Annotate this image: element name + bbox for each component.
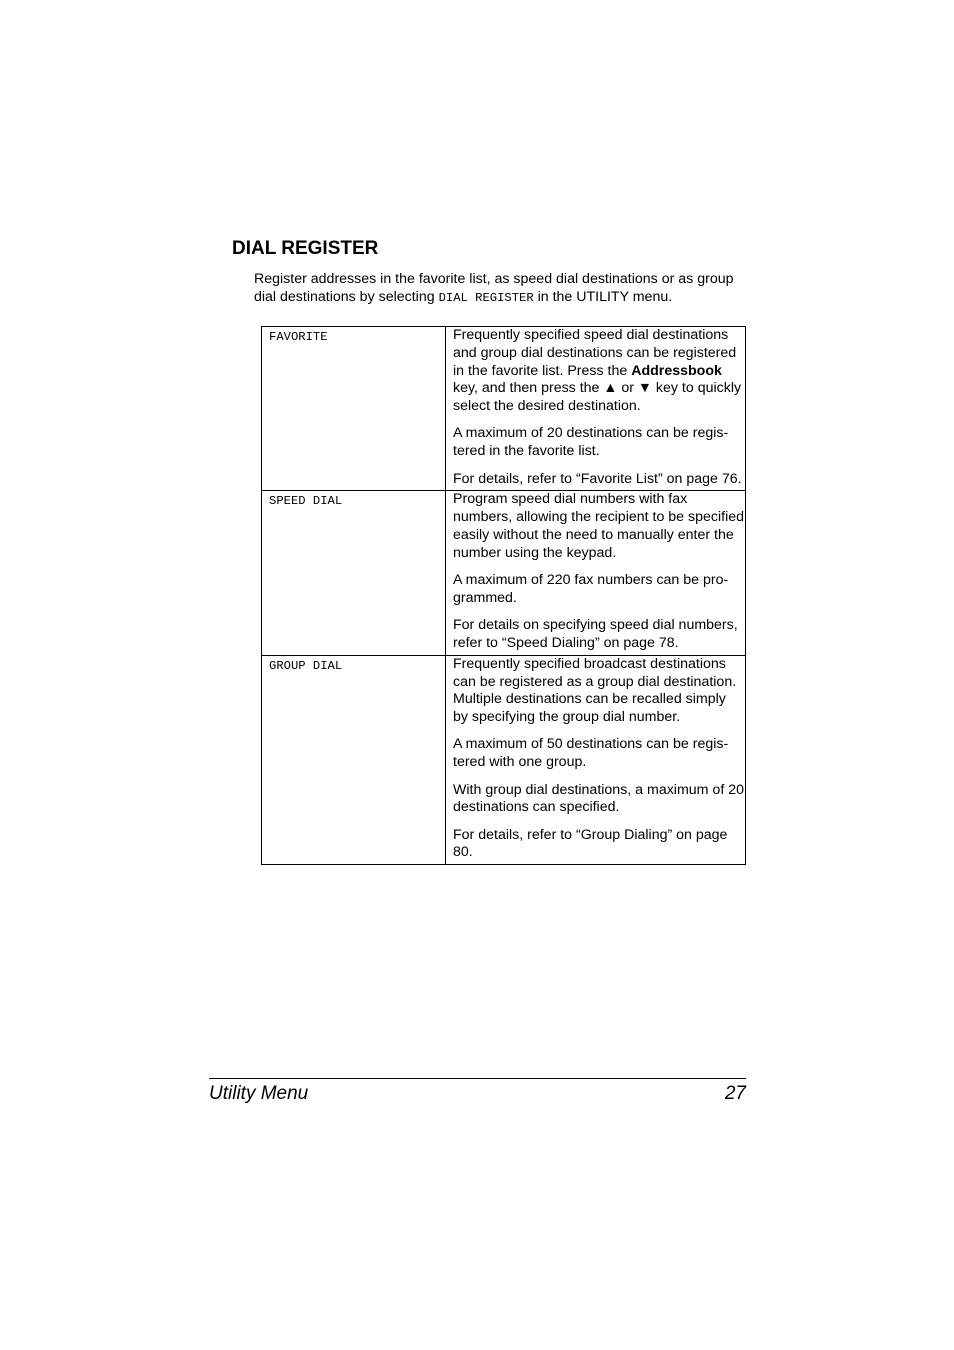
group-dial-description-1: Frequently specified broadcast destinations can be registered as a group dial destination. Multiple destinations can be recalled simply by specifying the group dial number. — [453, 655, 737, 726]
up-arrow-icon: ▲ — [603, 380, 618, 397]
settings-table — [261, 326, 746, 865]
table-row-speed-dial — [262, 491, 746, 655]
footer-chapter-title: Utility Menu — [209, 1083, 309, 1104]
speed-dial-description-2: A maximum of 220 fax numbers can be pro-grammed. — [453, 572, 729, 606]
favorite-text-or: or — [617, 380, 638, 397]
page-number: 27 — [724, 1083, 746, 1104]
intro-text-end: in the UTILITY menu. — [533, 289, 673, 305]
favorite-description-3: For details, refer to “Favorite List” on page 76. — [453, 470, 742, 487]
favorite-text-c: key to quickly select the desired destination. — [453, 380, 742, 415]
table-row-group-dial — [262, 655, 746, 864]
group-dial-description-4: For details, refer to “Group Dialing” on page 80. — [453, 826, 728, 861]
addressbook-key-label: Addressbook — [631, 362, 722, 379]
setting-description-cell — [446, 655, 746, 864]
setting-key-cell — [262, 655, 446, 864]
setting-description-cell — [446, 327, 746, 491]
setting-key-cell — [262, 491, 446, 655]
group-dial-description-3: With group dial destinations, a maximum of 20 destinations can specified. — [453, 781, 744, 816]
footer-divider — [209, 1078, 746, 1079]
section-title: DIAL REGISTER — [232, 238, 379, 259]
table-row-favorite — [262, 327, 746, 491]
speed-dial-description-1: Program speed dial numbers with fax numbers, allowing the recipient to be specified easily without the need to manually enter the number using the keypad. — [453, 491, 745, 561]
setting-key-cell — [262, 327, 446, 491]
setting-key-speed-dial: SPEED DIAL — [269, 494, 343, 509]
intro-menu-code: DIAL REGISTER — [438, 291, 534, 305]
favorite-text-a: Frequently specified speed dial destinations and group dial destinations can be registered in the favorite list. Press the — [453, 327, 737, 379]
setting-key-favorite: FAVORITE — [269, 330, 328, 344]
favorite-description-1 — [453, 327, 744, 416]
down-arrow-icon: ▼ — [637, 380, 652, 397]
setting-description-cell — [446, 491, 746, 655]
group-dial-description-2: A maximum of 50 destinations can be regis-tered with one group. — [453, 736, 729, 771]
intro-paragraph — [254, 270, 754, 307]
favorite-text-b: key, and then press the — [453, 380, 604, 397]
intro-text-start: Register addresses in the favorite list, as speed dial destinations or as group dial destinations by selecting — [254, 271, 734, 305]
favorite-description-2: A maximum of 20 destinations can be regis-tered in the favorite list. — [453, 425, 729, 460]
setting-key-group-dial: GROUP DIAL — [269, 658, 343, 673]
speed-dial-description-3: For details on specifying speed dial numbers, refer to “Speed Dialing” on page 78. — [453, 617, 738, 651]
